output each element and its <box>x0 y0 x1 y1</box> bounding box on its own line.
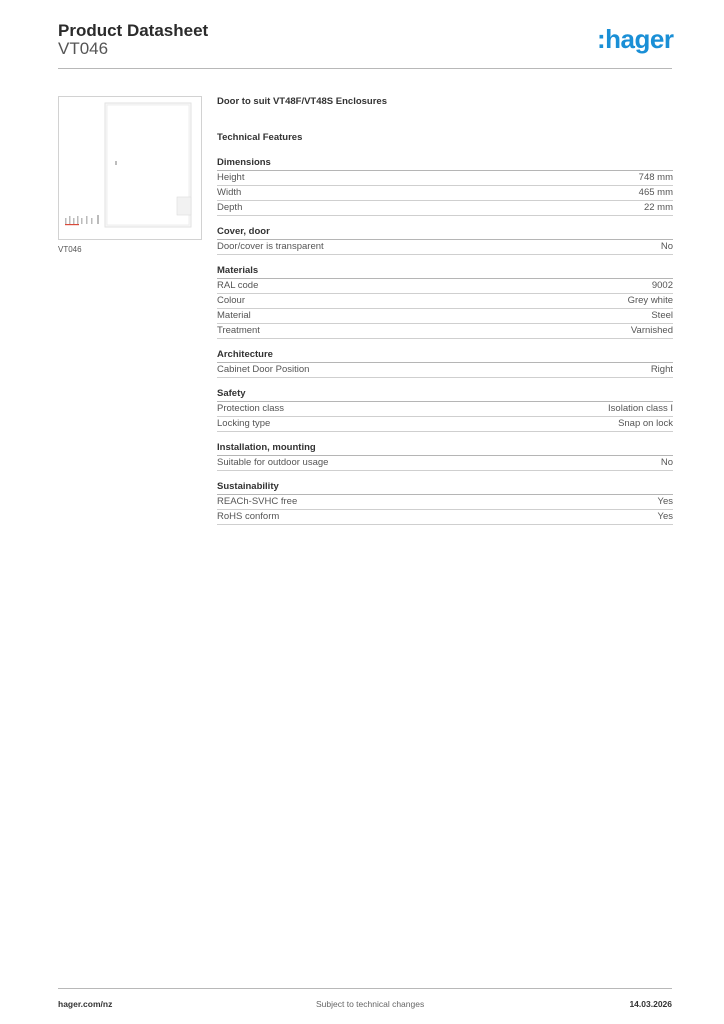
spec-value: Isolation class I <box>608 403 673 414</box>
product-image <box>58 96 202 240</box>
spec-value: Yes <box>657 496 673 507</box>
doc-title: Product Datasheet <box>58 21 209 40</box>
spec-label: Door/cover is transparent <box>217 241 324 252</box>
specification-panel <box>217 96 673 535</box>
header-divider <box>58 68 672 69</box>
spec-value: 465 mm <box>638 187 673 198</box>
spec-row <box>217 324 673 339</box>
spec-value: Right <box>650 364 673 375</box>
spec-value: No <box>660 457 673 468</box>
spec-value: 9002 <box>651 280 673 291</box>
spec-row <box>217 294 673 309</box>
spec-value: Varnished <box>630 325 673 336</box>
product-name: Door to suit VT48F/VT48S Enclosures <box>217 96 387 107</box>
spec-row <box>217 510 673 525</box>
section-heading: Materials <box>217 265 673 279</box>
spec-section <box>217 481 673 525</box>
spec-section <box>217 157 673 216</box>
section-heading: Architecture <box>217 349 673 363</box>
spec-label: Depth <box>217 202 243 213</box>
spec-label: Cabinet Door Position <box>217 364 310 375</box>
spec-label: Treatment <box>217 325 260 336</box>
spec-value: No <box>660 241 673 252</box>
spec-label: Material <box>217 310 251 321</box>
section-heading: Installation, mounting <box>217 442 673 456</box>
technical-features-title: Technical Features <box>217 132 303 143</box>
section-heading: Sustainability <box>217 481 673 495</box>
spec-label: Width <box>217 187 242 198</box>
spec-row <box>217 495 673 510</box>
spec-row <box>217 186 673 201</box>
spec-row <box>217 417 673 432</box>
product-code: VT046 <box>58 39 109 58</box>
spec-label: Height <box>217 172 245 183</box>
spec-label: Protection class <box>217 403 285 414</box>
spec-value: Snap on lock <box>618 418 673 429</box>
spec-label: Colour <box>217 295 245 306</box>
spec-label: Locking type <box>217 418 271 429</box>
spec-row <box>217 402 673 417</box>
footer-divider <box>58 988 672 989</box>
spec-section <box>217 265 673 339</box>
spec-row <box>217 456 673 471</box>
spec-label: RoHS conform <box>217 511 280 522</box>
section-heading: Cover, door <box>217 226 673 240</box>
spec-label: RAL code <box>217 280 259 291</box>
spec-value: 748 mm <box>638 172 673 183</box>
spec-label: Suitable for outdoor usage <box>217 457 329 468</box>
spec-label: REACh-SVHC free <box>217 496 298 507</box>
spec-row <box>217 201 673 216</box>
section-heading: Dimensions <box>217 157 673 171</box>
spec-value: Steel <box>651 310 673 321</box>
spec-section <box>217 388 673 432</box>
spec-row <box>217 171 673 186</box>
spec-row <box>217 363 673 378</box>
spec-section <box>217 349 673 378</box>
image-caption: VT046 <box>58 245 82 254</box>
section-heading: Safety <box>217 388 673 402</box>
spec-section <box>217 442 673 471</box>
spec-row <box>217 279 673 294</box>
spec-value: 22 mm <box>643 202 673 213</box>
footer-notice: Subject to technical changes <box>316 999 425 1009</box>
spec-row <box>217 240 673 255</box>
hager-logo: :hager <box>597 24 674 54</box>
spec-section <box>217 226 673 255</box>
footer-website: hager.com/nz <box>58 999 113 1009</box>
spec-value: Grey white <box>627 295 673 306</box>
spec-sections <box>217 157 673 525</box>
footer-date: 14.03.2026 <box>629 999 672 1009</box>
spec-value: Yes <box>657 511 673 522</box>
spec-row <box>217 309 673 324</box>
